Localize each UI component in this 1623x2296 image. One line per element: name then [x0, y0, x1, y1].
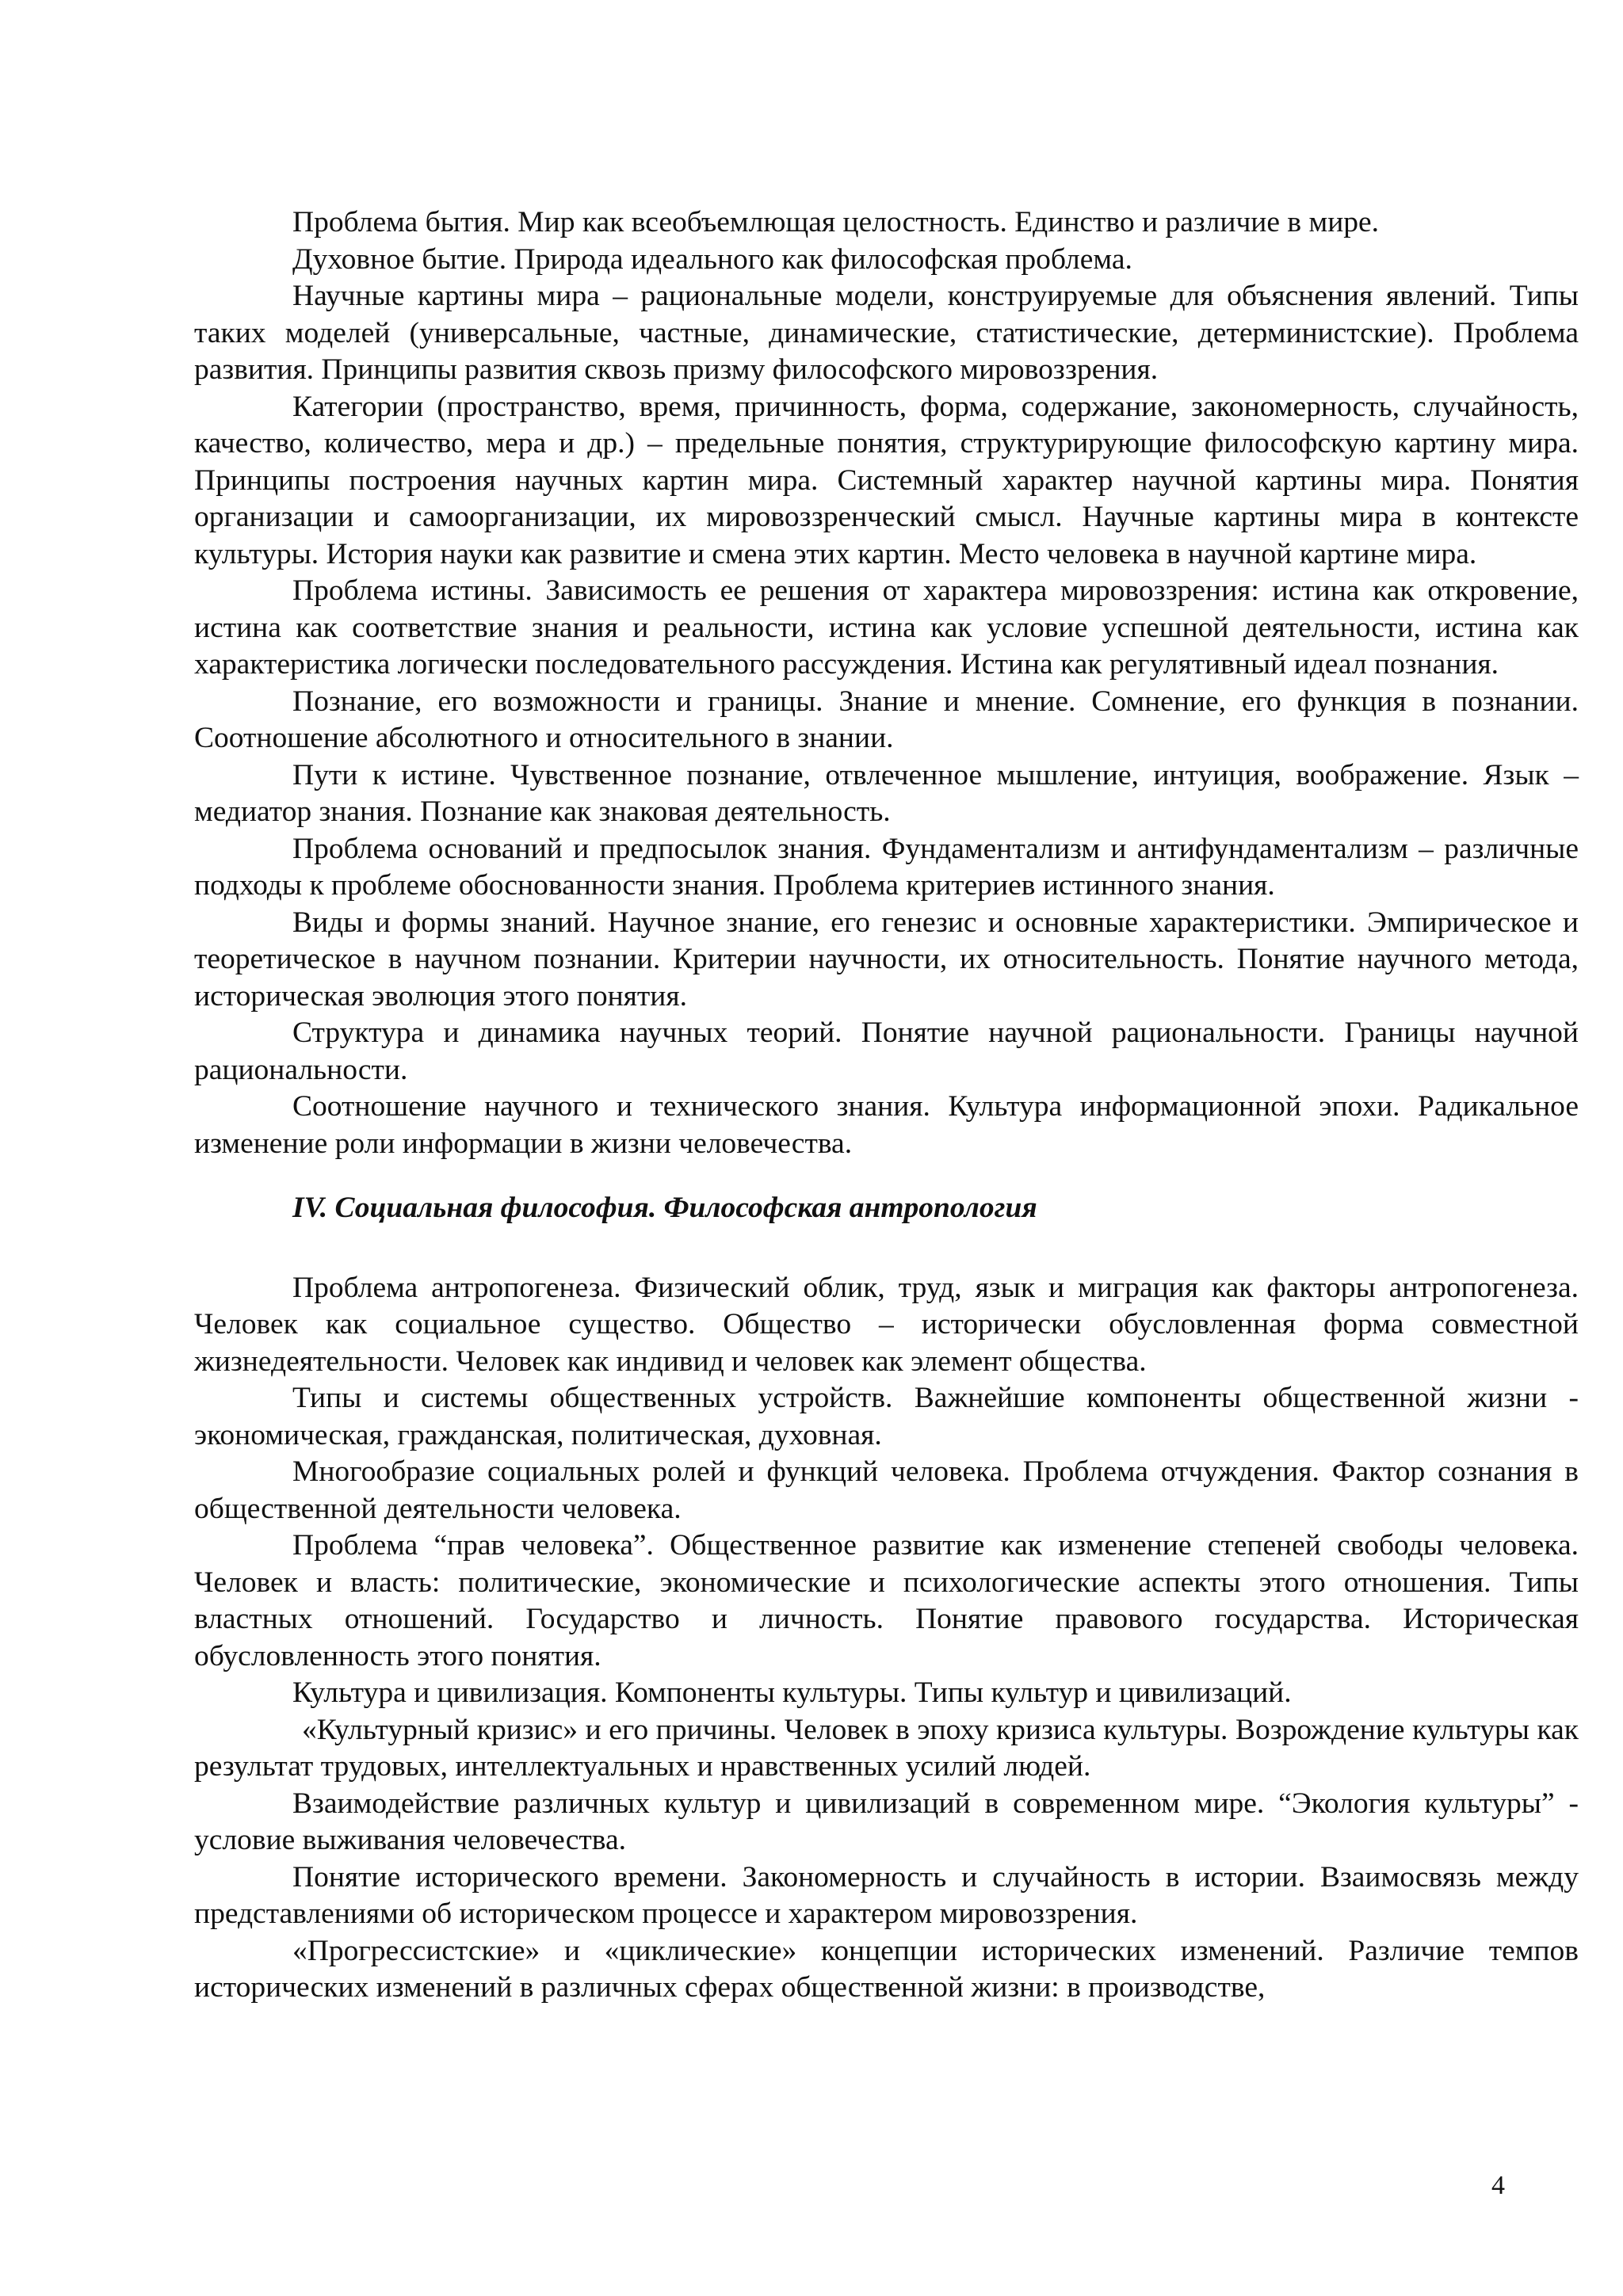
paragraph: Соотношение научного и технического знания. Культура информационной эпохи. Радикальное изменение роли информации в жизни человечества.	[194, 1090, 1579, 1160]
section-heading: IV. Социальная философия. Философская антропология	[292, 1192, 1037, 1224]
paragraph: Структура и динамика научных теорий. Понятие научной рациональности. Границы научной рациональности.	[194, 1016, 1579, 1086]
paragraph: Пути к истине. Чувственное познание, отвлеченное мышление, интуиция, воображение. Язык – медиатор знания. Познание как знаковая деятельность.	[194, 758, 1579, 828]
paragraph: Проблема оснований и предпосылок знания. Фундаментализм и антифундаментализм – различные подходы к проблеме обоснованности знания. Проблема критериев истинного знания.	[194, 832, 1579, 902]
paragraph: Проблема “прав человека”. Общественное развитие как изменение степеней свободы человека. Человек и власть: политические, экономические и психологические аспекты этого отношения. Типы властных отношений. Государство и личность. Понятие правового государства. Историческая обусловленность этого понятия.	[194, 1529, 1579, 1672]
paragraph: Категории (пространство, время, причинность, форма, содержание, закономерность, случайность, качество, количество, мера и др.) – предельные понятия, структурирующие философскую картину мира. Принципы построения научных картин мира. Системный характер научной картины мира. Понятия организации и самоорганизации, их мировоззренческий смысл. Научные картины мира в контексте культуры. История науки как развитие и смена этих картин. Место человека в научной картине мира.	[194, 390, 1579, 570]
paragraph: Понятие исторического времени. Закономерность и случайность в истории. Взаимосвязь между представлениями об историческом процессе и характером мировоззрения.	[194, 1860, 1579, 1930]
paragraph: Виды и формы знаний. Научное знание, его генезис и основные характеристики. Эмпирическое и теоретическое в научном познании. Критерии научности, их относительность. Понятие научного метода, историческая эволюция этого понятия.	[194, 906, 1579, 1013]
paragraph: Научные картины мира – рациональные модели, конструируемые для объяснения явлений. Типы таких моделей (универсальные, частные, динамические, статистические, детерминистские). Проблема развития. Принципы развития сквозь призму философского мировоззрения.	[194, 280, 1579, 386]
paragraph: Проблема истины. Зависимость ее решения от характера мировоззрения: истина как откровение, истина как соответствие знания и реальности, истина как условие успешной деятельности, истина как характеристика логически последовательного рассуждения. Истина как регулятивный идеал познания.	[194, 574, 1579, 681]
paragraph: «Культурный кризис» и его причины. Человек в эпоху кризиса культуры. Возрождение культуры как результат трудовых, интеллектуальных и нравственных усилий людей.	[194, 1713, 1579, 1783]
document-body	[194, 204, 1579, 2007]
paragraph: Проблема антропогенеза. Физический облик, труд, язык и миграция как факторы антропогенеза. Человек как социальное существо. Общество – исторически обусловленная форма совместной жизнедеятельности. Человек как индивид и человек как элемент общества.	[194, 1271, 1579, 1378]
page-number: 4	[1491, 2171, 1505, 2200]
paragraph: Познание, его возможности и границы. Знание и мнение. Сомнение, его функция в познании. Соотношение абсолютного и относительного в знании.	[194, 685, 1579, 754]
paragraph: Проблема бытия. Мир как всеобъемлющая целостность. Единство и различие в мире.	[292, 206, 1380, 238]
paragraph: Культура и цивилизация. Компоненты культуры. Типы культур и цивилизаций.	[292, 1676, 1292, 1709]
paragraph: Многообразие социальных ролей и функций человека. Проблема отчуждения. Фактор сознания в общественной деятельности человека.	[194, 1455, 1579, 1525]
paragraph: Духовное бытие. Природа идеального как философская проблема.	[292, 242, 1132, 276]
paragraph: Взаимодействие различных культур и цивилизаций в современном мире. “Экология культуры” - условие выживания человечества.	[194, 1787, 1579, 1856]
paragraph: Типы и системы общественных устройств. Важнейшие компоненты общественной жизни - экономическая, гражданская, политическая, духовная.	[194, 1382, 1579, 1451]
paragraph: «Прогрессистские» и «циклические» концепции исторических изменений. Различие темпов исторических изменений в различных сферах общественной жизни: в производстве,	[194, 1934, 1579, 2004]
